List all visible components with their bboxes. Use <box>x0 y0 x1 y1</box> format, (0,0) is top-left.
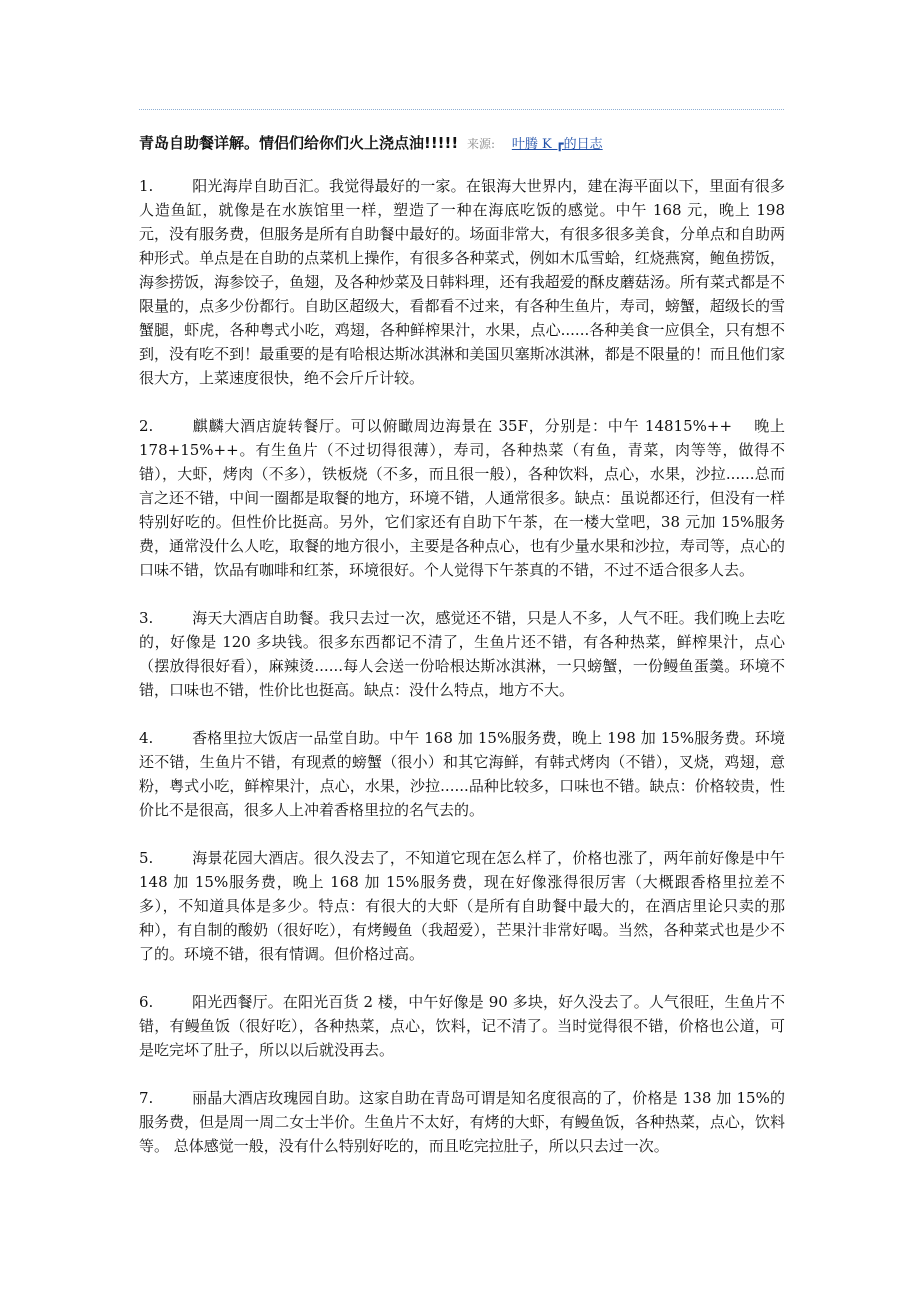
item-text: 海天大酒店自助餐。我只去过一次，感觉还不错，只是人不多，人气不旺。我们晚上去吃的，好像是 120 多块钱。很多东西都记不清了，生鱼片还不错，有各种热菜，鲜榨果汁，点心（摆放得很好看），麻辣烫......每人会送一份哈根达斯冰淇淋，一只螃蟹，一份鳗鱼蛋羹。环境不错，口味也不错，性价比也挺高。缺点：没什么特点，地方不大。 <box>139 609 785 699</box>
item-text: 丽晶大酒店玫瑰园自助。这家自助在青岛可谓是知名度很高的了，价格是 138 加 15%的服务费，但是周一周二女士半价。生鱼片不太好，有烤的大虾，有鳗鱼饭，各种热菜，点心，饮料等。 总体感觉一般，没有什么特别好吃的，而且吃完拉肚子，所以只去过一次。 <box>139 1089 785 1155</box>
list-item <box>139 414 785 582</box>
item-number: 3. <box>139 609 154 627</box>
article-header <box>139 133 819 155</box>
item-text: 阳光海岸自助百汇。我觉得最好的一家。在银海大世界内，建在海平面以下，里面有很多人造鱼缸，就像是在水族馆里一样，塑造了一种在海底吃饭的感觉。中午 168 元，晚上 198 元，没有服务费，但服务是所有自助餐中最好的。场面非常大，有很多很多美食，分单点和自助两种形式。单点是在自助的点菜机上操作，有很多各种菜式，例如木瓜雪蛤，红烧燕窝，鲍鱼捞饭，海参捞饭，海参饺子，鱼翅，及各种炒菜及日韩料理，还有我超爱的酥皮蘑菇汤。所有菜式都是不限量的，点多少份都行。自助区超级大，看都看不过来，有各种生鱼片，寿司，螃蟹，超级长的雪蟹腿，虾虎，各种粤式小吃，鸡翅，各种鲜榨果汁，水果，点心......各种美食一应俱全，只有想不到，没有吃不到！最重要的是有哈根达斯冰淇淋和美国贝塞斯冰淇淋，都是不限量的！而且他们家很大方，上菜速度很快，绝不会斤斤计较。 <box>139 177 785 387</box>
item-text: 海景花园大酒店。很久没去了，不知道它现在怎么样了，价格也涨了，两年前好像是中午 148 加 15%服务费，晚上 168 加 15%服务费，现在好像涨得很厉害（大概跟香格里拉差不多），不知道具体是多少。特点：有很大的大虾（是所有自助餐中最大的，在酒店里论只卖的那种），有自制的酸奶（很好吃），有烤鳗鱼（我超爱），芒果汁非常好喝。当然，各种菜式也是少不了的。环境不错，很有情调。但价格过高。 <box>139 849 785 963</box>
list-item <box>139 990 785 1062</box>
list-item <box>139 174 785 390</box>
item-number: 6. <box>139 993 154 1011</box>
item-number: 4. <box>139 729 154 747</box>
article-body <box>139 174 785 1182</box>
list-item <box>139 1086 785 1158</box>
item-text: 阳光西餐厅。在阳光百货 2 楼，中午好像是 90 多块，好久没去了。人气很旺，生鱼片不错，有鳗鱼饭（很好吃），各种热菜，点心，饮料，记不清了。当时觉得很不错，价格也公道，可是吃完坏了肚子，所以以后就没再去。 <box>139 993 785 1059</box>
list-item <box>139 846 785 966</box>
article-title: 青岛自助餐详解。情侣们给你们火上浇点油!!!!! <box>139 134 459 152</box>
list-item <box>139 606 785 702</box>
top-divider <box>139 109 784 110</box>
item-number: 1. <box>139 177 154 195</box>
item-number: 2. <box>139 417 154 435</box>
item-text: 香格里拉大饭店一品堂自助。中午 168 加 15%服务费，晚上 198 加 15%服务费。环境还不错，生鱼片不错，有现煮的螃蟹（很小）和其它海鲜，有韩式烤肉（不错），叉烧，鸡翅，意粉，粤式小吃，鲜榨果汁，点心，水果，沙拉......品种比较多，口味也不错。缺点：价格较贵，性价比不是很高，很多人上冲着香格里拉的名气去的。 <box>139 729 785 819</box>
list-item <box>139 726 785 822</box>
source-label: 来源: <box>467 137 496 151</box>
item-number: 7. <box>139 1089 154 1107</box>
item-number: 5. <box>139 849 154 867</box>
item-text: 麒麟大酒店旋转餐厅。可以俯瞰周边海景在 35F，分别是：中午 14815%++ 晚上 178+15%++。有生鱼片（不过切得很薄），寿司，各种热菜（有鱼，青菜，肉等等，做得不错），大虾，烤肉（不多），铁板烧（不多，而且很一般），各种饮料，点心，水果，沙拉......总而言之还不错，中间一圈都是取餐的地方，环境不错，人通常很多。缺点：虽说都还行，但没有一样特别好吃的。但性价比挺高。另外，它们家还有自助下午茶，在一楼大堂吧，38 元加 15%服务费，通常没什么人吃，取餐的地方很小，主要是各种点心，也有少量水果和沙拉，寿司等，点心的口味不错，饮品有咖啡和红茶，环境很好。个人觉得下午茶真的不错，不过不适合很多人去。 <box>139 417 785 579</box>
source-link[interactable]: 叶腾 K ┏的日志 <box>511 137 603 152</box>
